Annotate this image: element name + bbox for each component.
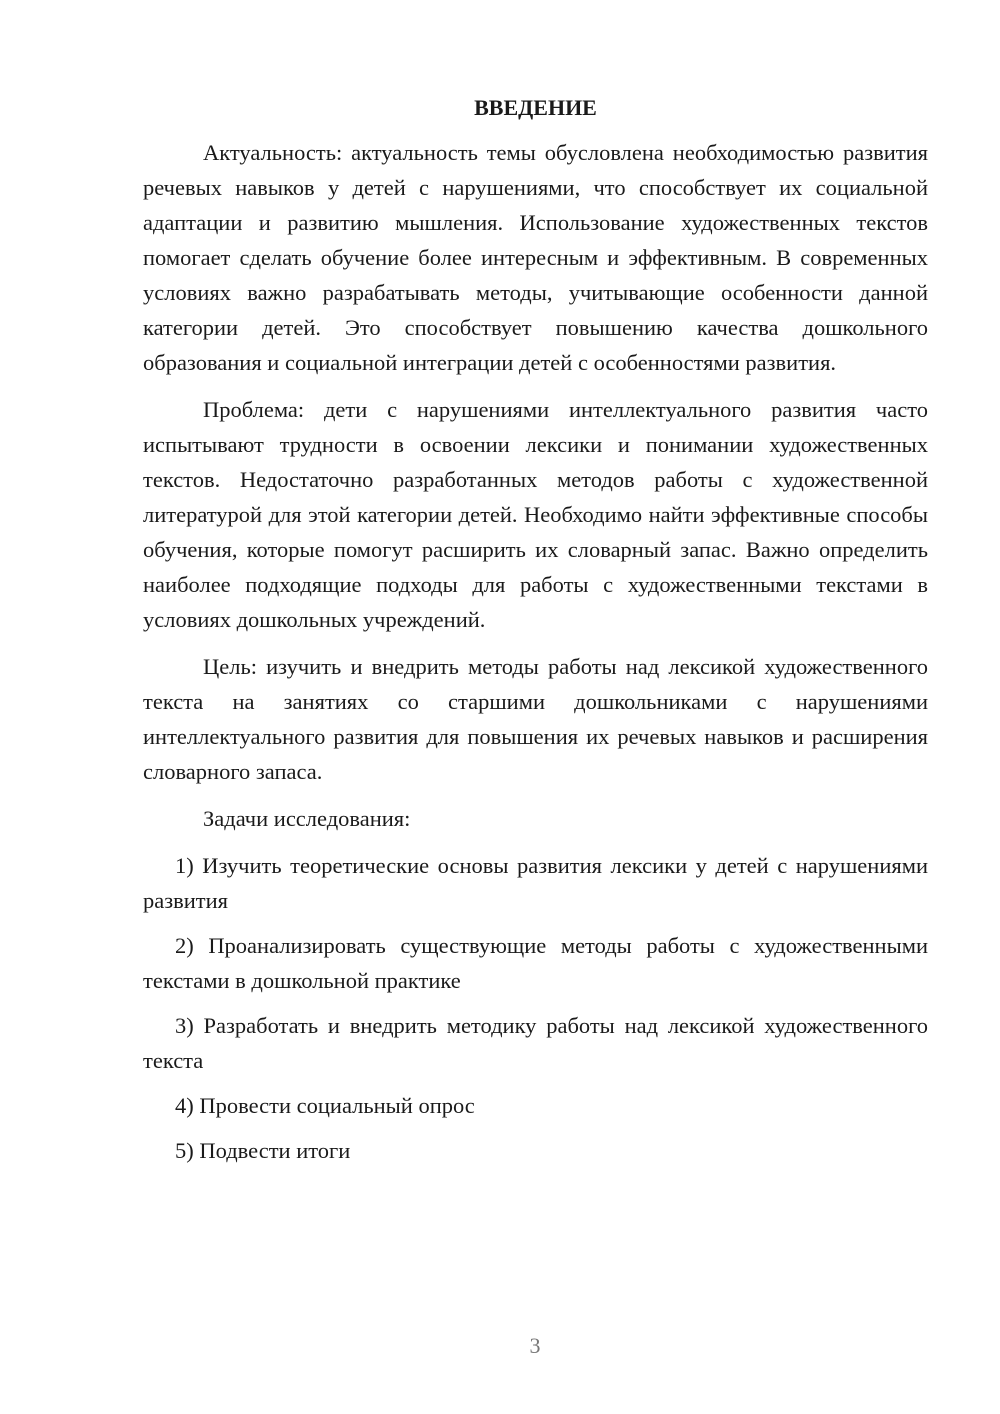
task-item-3: 3) Разработать и внедрить методику работы над лексикой художественного текста <box>143 1013 928 1073</box>
paragraph-goal: Цель: изучить и внедрить методы работы над лексикой художественного текста на занятиях со старшими дошкольниками с нарушениями интеллектуального развития для повышения их речевых навыков и расширения словарного запаса. <box>143 654 928 784</box>
task-item-1: 1) Изучить теоретические основы развития лексики у детей с нарушениями развития <box>143 853 928 913</box>
paragraph-problem: Проблема: дети с нарушениями интеллектуального развития часто испытывают трудности в освоении лексики и понимании художественных текстов. Недостаточно разработанных методов работы с художественной литературой для этой категории детей. Необходимо найти эффективные способы обучения, которые помогут расширить их словарный запас. Важно определить наиболее подходящие подходы для работы с художественными текстами в условиях дошкольных учреждений. <box>143 397 928 632</box>
task-item-4: 4) Провести социальный опрос <box>175 1093 475 1118</box>
paragraph-relevance: Актуальность: актуальность темы обусловлена необходимостью развития речевых навыков у детей с нарушениями, что способствует их социальной адаптации и развитию мышления. Использование художественных текстов помогает сделать обучение более интересным и эффективным. В современных условиях важно разрабатывать методы, учитывающие особенности данной категории детей. Это способствует повышению качества дошкольного образования и социальной интеграции детей с особенностями развития. <box>143 140 928 375</box>
task-item-2: 2) Проанализировать существующие методы работы с художественными текстами в дошкольной практике <box>143 933 928 993</box>
page-number: 3 <box>529 1333 541 1358</box>
section-heading: ВВЕДЕНИЕ <box>474 95 597 120</box>
task-item-5: 5) Подвести итоги <box>175 1138 351 1163</box>
document-page <box>143 90 928 1178</box>
tasks-intro: Задачи исследования: <box>203 806 411 831</box>
